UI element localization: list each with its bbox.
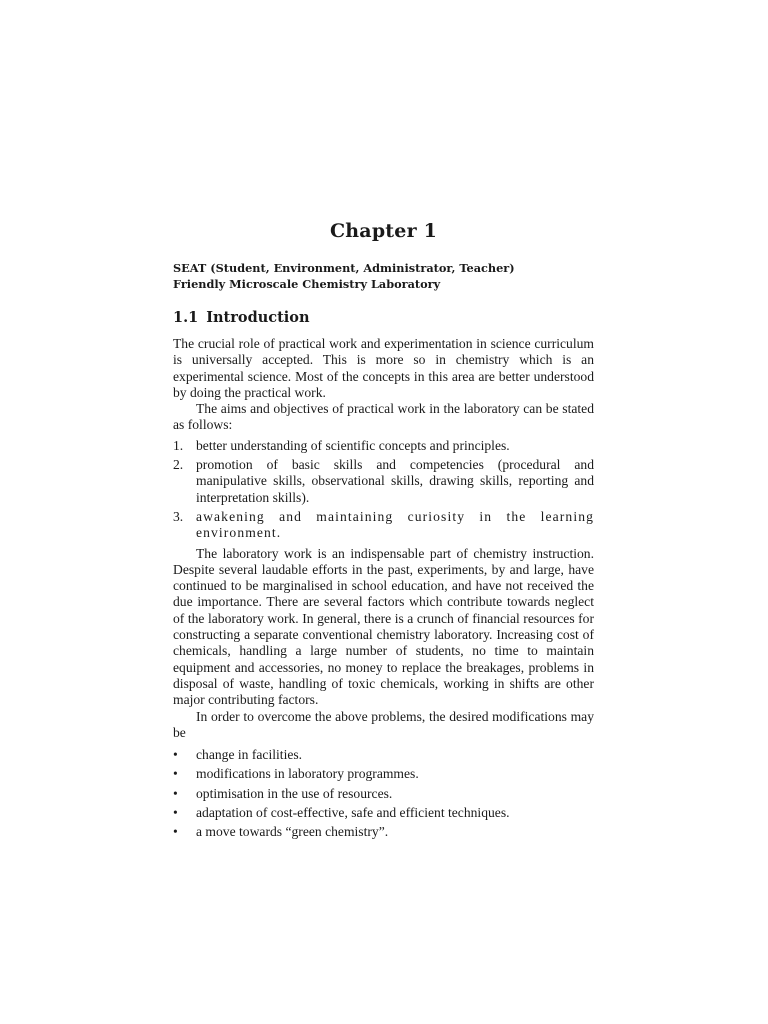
list-item-number: 2.	[173, 457, 184, 473]
list-item-number: 1.	[173, 437, 184, 453]
aims-list	[173, 438, 594, 542]
list-item-text: optimisation in the use of resources.	[196, 785, 393, 801]
paragraph-aims-lead: The aims and objectives of practical work in the laboratory can be stated as follows:	[173, 401, 594, 433]
list-item-text: modifications in laboratory programmes.	[196, 766, 419, 782]
list-item	[173, 805, 594, 821]
list-item	[173, 457, 594, 506]
list-item	[173, 438, 594, 454]
list-item	[173, 747, 594, 763]
section-heading	[173, 309, 310, 326]
list-item-text: adaptation of cost-effective, safe and efficient techniques.	[196, 805, 510, 821]
chapter-subtitle-line-1: SEAT (Student, Environment, Administrator, Teacher)	[173, 261, 515, 275]
chapter-subtitle-line-2: Friendly Microscale Chemistry Laboratory	[173, 276, 441, 291]
paragraph-laboratory-work: The laboratory work is an indispensable part of chemistry instruction. Despite several laudable efforts in the past, experiments, by and large, have continued to be marginalised in school education, and have not received the due importance. There are several factors which contribute towards neglect of the laboratory work. In general, there is a crunch of financial resources for constructing a separate conventional chemistry laboratory. Increasing cost of chemicals, handling a large number of students, no time to maintain equipment and accessories, no money to replace the breakages, problems in disposal of waste, handling of toxic chemicals, working in shifts are other major contributing factors.	[173, 545, 594, 708]
bullet-icon: •	[173, 766, 178, 782]
list-item	[173, 509, 594, 542]
list-item-text: a move towards “green chemistry”.	[196, 824, 389, 840]
list-item	[173, 786, 594, 802]
list-item	[173, 766, 594, 782]
list-item-text: better understanding of scientific concepts and principles.	[196, 437, 510, 453]
section-body	[173, 336, 594, 844]
paragraph-modifications-lead: In order to overcome the above problems, the desired modifications may be	[173, 708, 594, 740]
list-item-text: awakening and maintaining curiosity in the learning environment.	[196, 508, 594, 541]
chapter-title: Chapter 1	[329, 220, 438, 242]
section-number: 1.1	[173, 309, 199, 326]
list-item-text: change in facilities.	[196, 747, 303, 763]
chapter-subtitle	[173, 261, 594, 292]
bullet-icon: •	[173, 805, 178, 821]
section-title: Introduction	[206, 309, 310, 326]
paragraph-intro: The crucial role of practical work and experimentation in science curriculum is universally accepted. This is more so in chemistry which is an experimental science. Most of the concepts in this area are better understood by doing the practical work.	[173, 336, 594, 400]
bullet-icon: •	[173, 785, 178, 801]
list-item	[173, 824, 594, 840]
list-item-text: promotion of basic skills and competencies (procedural and manipulative skills, observational skills, drawing skills, reporting and interpretation skills).	[196, 457, 594, 505]
modifications-list	[173, 747, 594, 840]
bullet-icon: •	[173, 747, 178, 763]
bullet-icon: •	[173, 824, 178, 840]
list-item-number: 3.	[173, 508, 184, 524]
